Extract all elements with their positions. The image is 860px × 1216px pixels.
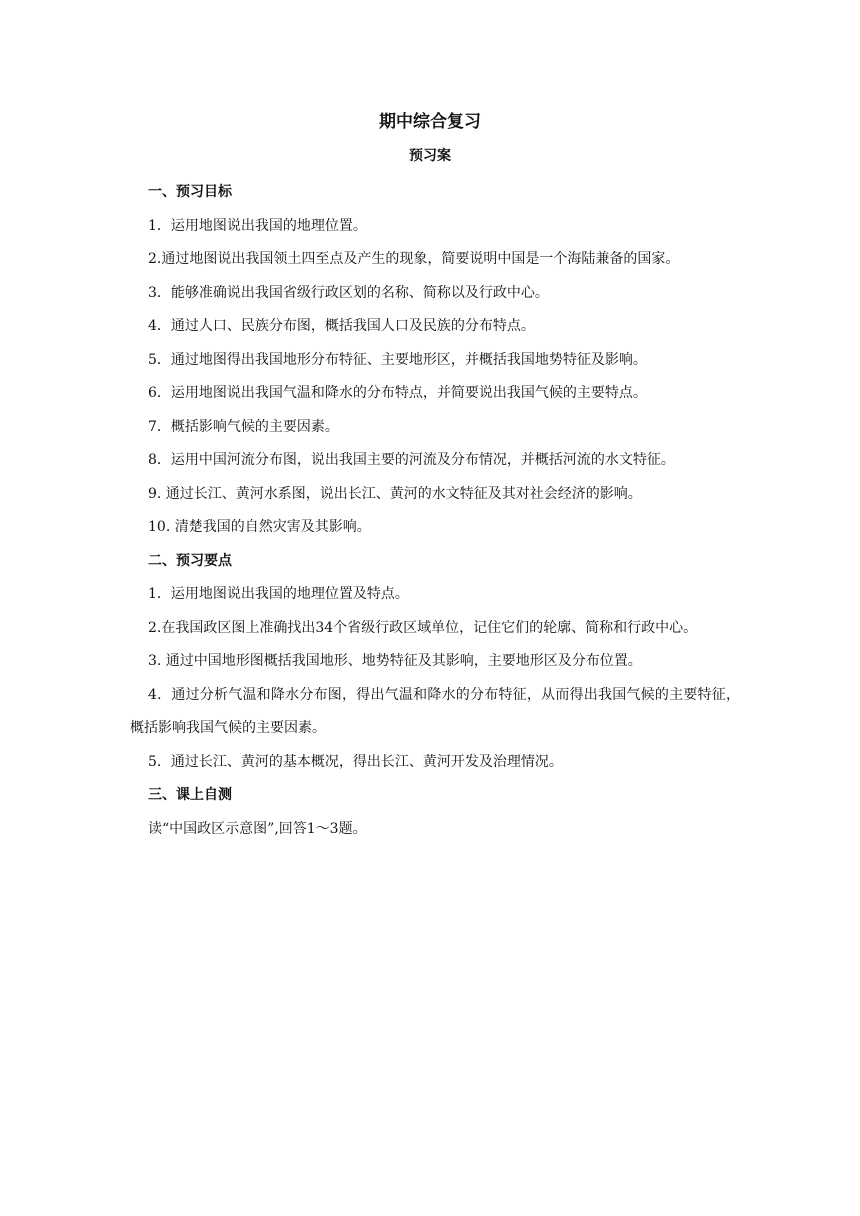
goal-item-5: 5．通过地图得出我国地形分布特征、主要地形区，并概括我国地势特征及影响。 (148, 351, 647, 368)
goal-item-4: 4．通过人口、民族分布图，概括我国人口及民族的分布特点。 (148, 318, 535, 334)
key-point-item-1: 1．运用地图说出我国的地理位置及特点。 (148, 586, 409, 602)
key-point-item-4: 4．通过分析气温和降水分布图，得出气温和降水的分布特征，从而得出我国气候的主要特征，概括影响我国气候的主要因素。 (130, 686, 740, 736)
self-test-instruction: 读“中国政区示意图”,回答1～3题。 (148, 820, 367, 837)
key-point-item-5: 5．通过长江、黄河的基本概况，得出长江、黄河开发及治理情况。 (148, 753, 563, 770)
section-heading-preview-goals: 一、预习目标 (148, 184, 232, 200)
key-point-item-2: 2.在我国政区图上准确找出34个省级行政区域单位，记住它们的轮廓、简称和行政中心。 (148, 619, 698, 636)
document-subtitle: 预习案 (409, 148, 451, 164)
document-title: 期中综合复习 (379, 112, 481, 132)
goal-item-1: 1．运用地图说出我国的地理位置。 (148, 217, 367, 234)
goal-item-6: 6．运用地图说出我国气温和降水的分布特点，并简要说出我国气候的主要特点。 (148, 385, 647, 401)
goal-item-10: 10. 清楚我国的自然灾害及其影响。 (148, 519, 371, 535)
section-heading-key-points: 二、预习要点 (148, 552, 232, 569)
document-body (130, 176, 740, 846)
section-heading-self-test: 三、课上自测 (148, 787, 232, 803)
goal-item-3: 3．能够准确说出我国省级行政区划的名称、简称以及行政中心。 (148, 284, 549, 301)
goal-item-9: 9. 通过长江、黄河水系图，说出长江、黄河的水文特征及其对社会经济的影响。 (148, 485, 642, 502)
goal-item-8: 8．运用中国河流分布图，说出我国主要的河流及分布情况，并概括河流的水文特征。 (148, 452, 675, 468)
key-point-item-3: 3. 通过中国地形图概括我国地形、地势特征及其影响，主要地形区及分布位置。 (148, 653, 642, 669)
goal-item-2: 2.通过地图说出我国领土四至点及产生的现象，简要说明中国是一个海陆兼备的国家。 (148, 251, 680, 267)
goal-item-7: 7．概括影响气候的主要因素。 (148, 418, 339, 435)
